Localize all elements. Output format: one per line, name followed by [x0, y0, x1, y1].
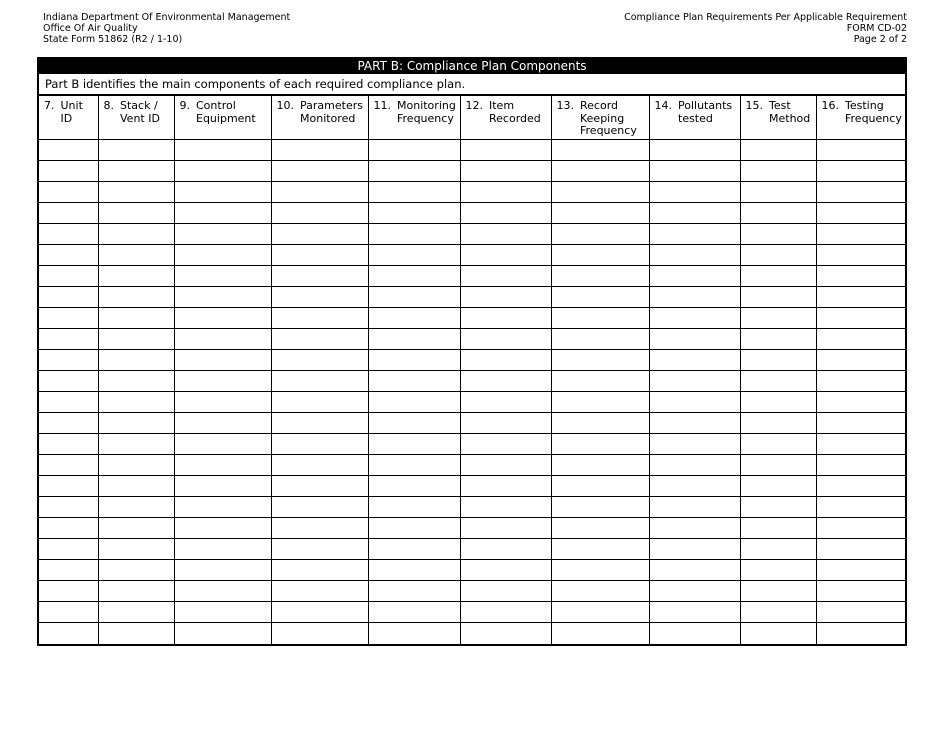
table-row: [39, 623, 905, 644]
cell-unit-id[interactable]: [39, 350, 98, 371]
cell-unit-id[interactable]: [39, 497, 98, 518]
cell-record-keeping-frequency[interactable]: [551, 560, 649, 581]
cell-unit-id[interactable]: [39, 161, 98, 182]
cell-parameters-monitored[interactable]: [271, 392, 368, 413]
cell-pollutants-tested[interactable]: [649, 434, 740, 455]
cell-testing-frequency[interactable]: [816, 497, 905, 518]
cell-control-equipment[interactable]: [174, 434, 271, 455]
cell-pollutants-tested[interactable]: [649, 308, 740, 329]
cell-record-keeping-frequency[interactable]: [551, 266, 649, 287]
cell-pollutants-tested[interactable]: [649, 455, 740, 476]
cell-item-recorded[interactable]: [460, 497, 551, 518]
cell-parameters-monitored[interactable]: [271, 602, 368, 623]
table-row: [39, 182, 905, 203]
cell-monitoring-frequency[interactable]: [368, 455, 460, 476]
cell-test-method[interactable]: [740, 308, 816, 329]
table-row: [39, 518, 905, 539]
table-row: [39, 203, 905, 224]
cell-item-recorded[interactable]: [460, 581, 551, 602]
cell-test-method[interactable]: [740, 623, 816, 644]
cell-unit-id[interactable]: [39, 329, 98, 350]
cell-stack-vent-id[interactable]: [98, 224, 174, 245]
cell-pollutants-tested[interactable]: [649, 329, 740, 350]
cell-parameters-monitored[interactable]: [271, 308, 368, 329]
cell-unit-id[interactable]: [39, 371, 98, 392]
cell-control-equipment[interactable]: [174, 329, 271, 350]
cell-stack-vent-id[interactable]: [98, 182, 174, 203]
cell-monitoring-frequency[interactable]: [368, 602, 460, 623]
cell-test-method[interactable]: [740, 329, 816, 350]
cell-control-equipment[interactable]: [174, 539, 271, 560]
table-row: [39, 308, 905, 329]
cell-test-method[interactable]: [740, 350, 816, 371]
cell-stack-vent-id[interactable]: [98, 623, 174, 644]
cell-stack-vent-id[interactable]: [98, 245, 174, 266]
cell-record-keeping-frequency[interactable]: [551, 308, 649, 329]
cell-control-equipment[interactable]: [174, 203, 271, 224]
cell-record-keeping-frequency[interactable]: [551, 455, 649, 476]
cell-testing-frequency[interactable]: [816, 455, 905, 476]
table-row: [39, 245, 905, 266]
cell-testing-frequency[interactable]: [816, 287, 905, 308]
cell-unit-id[interactable]: [39, 434, 98, 455]
cell-unit-id[interactable]: [39, 182, 98, 203]
cell-testing-frequency[interactable]: [816, 539, 905, 560]
cell-item-recorded[interactable]: [460, 350, 551, 371]
cell-parameters-monitored[interactable]: [271, 266, 368, 287]
cell-pollutants-tested[interactable]: [649, 371, 740, 392]
cell-control-equipment[interactable]: [174, 182, 271, 203]
col-testing-frequency: 16. Testing Frequency: [816, 96, 905, 140]
form-id: FORM CD-02: [846, 23, 907, 34]
cell-monitoring-frequency[interactable]: [368, 308, 460, 329]
cell-control-equipment[interactable]: [174, 602, 271, 623]
cell-record-keeping-frequency[interactable]: [551, 245, 649, 266]
cell-monitoring-frequency[interactable]: [368, 203, 460, 224]
cell-item-recorded[interactable]: [460, 518, 551, 539]
cell-monitoring-frequency[interactable]: [368, 518, 460, 539]
cell-control-equipment[interactable]: [174, 413, 271, 434]
cell-unit-id[interactable]: [39, 518, 98, 539]
cell-stack-vent-id[interactable]: [98, 308, 174, 329]
cell-pollutants-tested[interactable]: [649, 497, 740, 518]
col-stack-vent-id: 8. Stack / Vent ID: [98, 96, 174, 140]
col-pollutants-tested: 14. Pollutants tested: [649, 96, 740, 140]
table-row: [39, 329, 905, 350]
cell-stack-vent-id[interactable]: [98, 161, 174, 182]
col-test-method: 15. Test Method: [740, 96, 816, 140]
cell-pollutants-tested[interactable]: [649, 413, 740, 434]
table-row: [39, 602, 905, 623]
cell-item-recorded[interactable]: [460, 392, 551, 413]
cell-unit-id[interactable]: [39, 392, 98, 413]
cell-record-keeping-frequency[interactable]: [551, 581, 649, 602]
cell-record-keeping-frequency[interactable]: [551, 329, 649, 350]
table-row: [39, 371, 905, 392]
cell-item-recorded[interactable]: [460, 413, 551, 434]
cell-control-equipment[interactable]: [174, 287, 271, 308]
page-number: Page 2 of 2: [853, 34, 907, 45]
cell-parameters-monitored[interactable]: [271, 371, 368, 392]
cell-record-keeping-frequency[interactable]: [551, 224, 649, 245]
cell-record-keeping-frequency[interactable]: [551, 413, 649, 434]
cell-pollutants-tested[interactable]: [649, 287, 740, 308]
cell-stack-vent-id[interactable]: [98, 392, 174, 413]
cell-test-method[interactable]: [740, 581, 816, 602]
header-left: [43, 12, 290, 45]
cell-control-equipment[interactable]: [174, 581, 271, 602]
cell-parameters-monitored[interactable]: [271, 224, 368, 245]
cell-item-recorded[interactable]: [460, 602, 551, 623]
cell-testing-frequency[interactable]: [816, 203, 905, 224]
cell-unit-id[interactable]: [39, 140, 98, 161]
cell-stack-vent-id[interactable]: [98, 371, 174, 392]
cell-testing-frequency[interactable]: [816, 518, 905, 539]
cell-item-recorded[interactable]: [460, 140, 551, 161]
cell-unit-id[interactable]: [39, 560, 98, 581]
cell-control-equipment[interactable]: [174, 371, 271, 392]
cell-monitoring-frequency[interactable]: [368, 476, 460, 497]
cell-control-equipment[interactable]: [174, 560, 271, 581]
cell-item-recorded[interactable]: [460, 203, 551, 224]
col-item-recorded: 12. Item Recorded: [460, 96, 551, 140]
cell-stack-vent-id[interactable]: [98, 455, 174, 476]
cell-pollutants-tested[interactable]: [649, 518, 740, 539]
cell-parameters-monitored[interactable]: [271, 350, 368, 371]
table-row: [39, 497, 905, 518]
cell-item-recorded[interactable]: [460, 329, 551, 350]
cell-item-recorded[interactable]: [460, 560, 551, 581]
cell-record-keeping-frequency[interactable]: [551, 539, 649, 560]
cell-record-keeping-frequency[interactable]: [551, 497, 649, 518]
cell-test-method[interactable]: [740, 497, 816, 518]
cell-monitoring-frequency[interactable]: [368, 224, 460, 245]
cell-record-keeping-frequency[interactable]: [551, 371, 649, 392]
cell-stack-vent-id[interactable]: [98, 329, 174, 350]
cell-test-method[interactable]: [740, 245, 816, 266]
cell-test-method[interactable]: [740, 518, 816, 539]
cell-control-equipment[interactable]: [174, 497, 271, 518]
cell-test-method[interactable]: [740, 371, 816, 392]
state-form-number: State Form 51862 (R2 / 1-10): [43, 34, 183, 45]
cell-item-recorded[interactable]: [460, 182, 551, 203]
cell-test-method[interactable]: [740, 392, 816, 413]
cell-pollutants-tested[interactable]: [649, 581, 740, 602]
cell-item-recorded[interactable]: [460, 455, 551, 476]
table-row: [39, 560, 905, 581]
cell-testing-frequency[interactable]: [816, 224, 905, 245]
cell-parameters-monitored[interactable]: [271, 518, 368, 539]
cell-pollutants-tested[interactable]: [649, 266, 740, 287]
cell-control-equipment[interactable]: [174, 518, 271, 539]
cell-stack-vent-id[interactable]: [98, 539, 174, 560]
table-body: [39, 140, 905, 644]
cell-record-keeping-frequency[interactable]: [551, 350, 649, 371]
cell-monitoring-frequency[interactable]: [368, 434, 460, 455]
cell-control-equipment[interactable]: [174, 140, 271, 161]
cell-pollutants-tested[interactable]: [649, 623, 740, 644]
cell-item-recorded[interactable]: [460, 245, 551, 266]
table-row: [39, 224, 905, 245]
cell-item-recorded[interactable]: [460, 266, 551, 287]
cell-unit-id[interactable]: [39, 539, 98, 560]
cell-record-keeping-frequency[interactable]: [551, 161, 649, 182]
cell-item-recorded[interactable]: [460, 287, 551, 308]
cell-control-equipment[interactable]: [174, 161, 271, 182]
part-b-form: [37, 57, 907, 646]
cell-test-method[interactable]: [740, 602, 816, 623]
cell-parameters-monitored[interactable]: [271, 203, 368, 224]
cell-testing-frequency[interactable]: [816, 350, 905, 371]
table-row: [39, 539, 905, 560]
cell-pollutants-tested[interactable]: [649, 539, 740, 560]
cell-unit-id[interactable]: [39, 455, 98, 476]
cell-parameters-monitored[interactable]: [271, 434, 368, 455]
cell-test-method[interactable]: [740, 560, 816, 581]
table-row: [39, 455, 905, 476]
cell-parameters-monitored[interactable]: [271, 329, 368, 350]
cell-test-method[interactable]: [740, 140, 816, 161]
cell-testing-frequency[interactable]: [816, 371, 905, 392]
table-row: [39, 392, 905, 413]
cell-record-keeping-frequency[interactable]: [551, 476, 649, 497]
cell-unit-id[interactable]: [39, 224, 98, 245]
cell-testing-frequency[interactable]: [816, 329, 905, 350]
cell-monitoring-frequency[interactable]: [368, 392, 460, 413]
cell-monitoring-frequency[interactable]: [368, 329, 460, 350]
cell-parameters-monitored[interactable]: [271, 455, 368, 476]
cell-item-recorded[interactable]: [460, 434, 551, 455]
cell-unit-id[interactable]: [39, 413, 98, 434]
table-row: [39, 434, 905, 455]
cell-testing-frequency[interactable]: [816, 245, 905, 266]
cell-unit-id[interactable]: [39, 623, 98, 644]
cell-stack-vent-id[interactable]: [98, 266, 174, 287]
cell-stack-vent-id[interactable]: [98, 434, 174, 455]
table-row: [39, 161, 905, 182]
cell-parameters-monitored[interactable]: [271, 476, 368, 497]
col-control-equipment: 9. Control Equipment: [174, 96, 271, 140]
cell-unit-id[interactable]: [39, 287, 98, 308]
cell-pollutants-tested[interactable]: [649, 392, 740, 413]
table-row: [39, 581, 905, 602]
cell-test-method[interactable]: [740, 161, 816, 182]
cell-monitoring-frequency[interactable]: [368, 560, 460, 581]
part-b-description: Part B identifies the main components of each required compliance plan.: [39, 74, 905, 95]
cell-parameters-monitored[interactable]: [271, 161, 368, 182]
table-row: [39, 413, 905, 434]
cell-parameters-monitored[interactable]: [271, 623, 368, 644]
cell-testing-frequency[interactable]: [816, 434, 905, 455]
cell-monitoring-frequency[interactable]: [368, 287, 460, 308]
cell-parameters-monitored[interactable]: [271, 287, 368, 308]
cell-test-method[interactable]: [740, 182, 816, 203]
cell-record-keeping-frequency[interactable]: [551, 623, 649, 644]
cell-test-method[interactable]: [740, 413, 816, 434]
cell-test-method[interactable]: [740, 434, 816, 455]
cell-item-recorded[interactable]: [460, 476, 551, 497]
office-name: Office Of Air Quality: [43, 23, 138, 34]
cell-unit-id[interactable]: [39, 266, 98, 287]
cell-parameters-monitored[interactable]: [271, 140, 368, 161]
col-record-keeping-frequency: 13. Record Keeping Frequency: [551, 96, 649, 140]
cell-pollutants-tested[interactable]: [649, 203, 740, 224]
cell-test-method[interactable]: [740, 539, 816, 560]
table-row: [39, 140, 905, 161]
cell-record-keeping-frequency[interactable]: [551, 140, 649, 161]
table-row: [39, 287, 905, 308]
cell-testing-frequency[interactable]: [816, 308, 905, 329]
col-unit-id: 7. Unit ID: [39, 96, 98, 140]
table-header-row: [39, 96, 905, 140]
document-title: Compliance Plan Requirements Per Applicable Requirement: [624, 12, 907, 23]
cell-control-equipment[interactable]: [174, 224, 271, 245]
cell-testing-frequency[interactable]: [816, 392, 905, 413]
cell-pollutants-tested[interactable]: [649, 476, 740, 497]
cell-pollutants-tested[interactable]: [649, 350, 740, 371]
cell-stack-vent-id[interactable]: [98, 497, 174, 518]
cell-monitoring-frequency[interactable]: [368, 581, 460, 602]
cell-pollutants-tested[interactable]: [649, 140, 740, 161]
cell-record-keeping-frequency[interactable]: [551, 203, 649, 224]
cell-monitoring-frequency[interactable]: [368, 140, 460, 161]
cell-item-recorded[interactable]: [460, 623, 551, 644]
cell-item-recorded[interactable]: [460, 161, 551, 182]
cell-pollutants-tested[interactable]: [649, 182, 740, 203]
cell-unit-id[interactable]: [39, 245, 98, 266]
agency-name: Indiana Department Of Environmental Management: [43, 12, 291, 23]
cell-testing-frequency[interactable]: [816, 602, 905, 623]
cell-test-method[interactable]: [740, 476, 816, 497]
cell-monitoring-frequency[interactable]: [368, 497, 460, 518]
cell-pollutants-tested[interactable]: [649, 602, 740, 623]
cell-item-recorded[interactable]: [460, 539, 551, 560]
cell-testing-frequency[interactable]: [816, 413, 905, 434]
cell-pollutants-tested[interactable]: [649, 224, 740, 245]
cell-pollutants-tested[interactable]: [649, 161, 740, 182]
cell-monitoring-frequency[interactable]: [368, 245, 460, 266]
cell-item-recorded[interactable]: [460, 371, 551, 392]
cell-unit-id[interactable]: [39, 203, 98, 224]
cell-test-method[interactable]: [740, 266, 816, 287]
header-right: [624, 12, 907, 45]
cell-stack-vent-id[interactable]: [98, 413, 174, 434]
cell-control-equipment[interactable]: [174, 350, 271, 371]
cell-record-keeping-frequency[interactable]: [551, 287, 649, 308]
cell-stack-vent-id[interactable]: [98, 602, 174, 623]
cell-parameters-monitored[interactable]: [271, 560, 368, 581]
cell-control-equipment[interactable]: [174, 308, 271, 329]
cell-stack-vent-id[interactable]: [98, 287, 174, 308]
cell-item-recorded[interactable]: [460, 308, 551, 329]
cell-stack-vent-id[interactable]: [98, 203, 174, 224]
cell-test-method[interactable]: [740, 455, 816, 476]
cell-monitoring-frequency[interactable]: [368, 623, 460, 644]
table-row: [39, 476, 905, 497]
cell-stack-vent-id[interactable]: [98, 476, 174, 497]
cell-monitoring-frequency[interactable]: [368, 350, 460, 371]
cell-control-equipment[interactable]: [174, 266, 271, 287]
cell-test-method[interactable]: [740, 224, 816, 245]
cell-stack-vent-id[interactable]: [98, 518, 174, 539]
cell-parameters-monitored[interactable]: [271, 497, 368, 518]
cell-monitoring-frequency[interactable]: [368, 413, 460, 434]
cell-parameters-monitored[interactable]: [271, 245, 368, 266]
cell-unit-id[interactable]: [39, 476, 98, 497]
cell-stack-vent-id[interactable]: [98, 560, 174, 581]
cell-parameters-monitored[interactable]: [271, 581, 368, 602]
cell-control-equipment[interactable]: [174, 455, 271, 476]
cell-stack-vent-id[interactable]: [98, 581, 174, 602]
cell-unit-id[interactable]: [39, 581, 98, 602]
cell-monitoring-frequency[interactable]: [368, 161, 460, 182]
cell-testing-frequency[interactable]: [816, 476, 905, 497]
cell-control-equipment[interactable]: [174, 245, 271, 266]
cell-pollutants-tested[interactable]: [649, 245, 740, 266]
cell-monitoring-frequency[interactable]: [368, 539, 460, 560]
cell-pollutants-tested[interactable]: [649, 560, 740, 581]
cell-testing-frequency[interactable]: [816, 140, 905, 161]
part-b-title: PART B: Compliance Plan Components: [39, 59, 905, 74]
cell-test-method[interactable]: [740, 203, 816, 224]
col-parameters-monitored: 10. Parameters Monitored: [271, 96, 368, 140]
cell-record-keeping-frequency[interactable]: [551, 434, 649, 455]
cell-stack-vent-id[interactable]: [98, 140, 174, 161]
cell-record-keeping-frequency[interactable]: [551, 392, 649, 413]
cell-testing-frequency[interactable]: [816, 623, 905, 644]
cell-unit-id[interactable]: [39, 308, 98, 329]
cell-record-keeping-frequency[interactable]: [551, 518, 649, 539]
compliance-plan-table: [39, 95, 905, 644]
cell-unit-id[interactable]: [39, 602, 98, 623]
cell-parameters-monitored[interactable]: [271, 182, 368, 203]
cell-test-method[interactable]: [740, 287, 816, 308]
cell-record-keeping-frequency[interactable]: [551, 602, 649, 623]
col-monitoring-frequency: 11. Monitoring Frequency: [368, 96, 460, 140]
cell-testing-frequency[interactable]: [816, 266, 905, 287]
cell-record-keeping-frequency[interactable]: [551, 182, 649, 203]
cell-parameters-monitored[interactable]: [271, 413, 368, 434]
cell-control-equipment[interactable]: [174, 392, 271, 413]
cell-stack-vent-id[interactable]: [98, 350, 174, 371]
table-row: [39, 266, 905, 287]
cell-monitoring-frequency[interactable]: [368, 371, 460, 392]
cell-testing-frequency[interactable]: [816, 161, 905, 182]
table-row: [39, 350, 905, 371]
cell-testing-frequency[interactable]: [816, 182, 905, 203]
cell-monitoring-frequency[interactable]: [368, 182, 460, 203]
cell-monitoring-frequency[interactable]: [368, 266, 460, 287]
cell-control-equipment[interactable]: [174, 476, 271, 497]
cell-testing-frequency[interactable]: [816, 560, 905, 581]
cell-parameters-monitored[interactable]: [271, 539, 368, 560]
cell-testing-frequency[interactable]: [816, 581, 905, 602]
cell-control-equipment[interactable]: [174, 623, 271, 644]
cell-item-recorded[interactable]: [460, 224, 551, 245]
